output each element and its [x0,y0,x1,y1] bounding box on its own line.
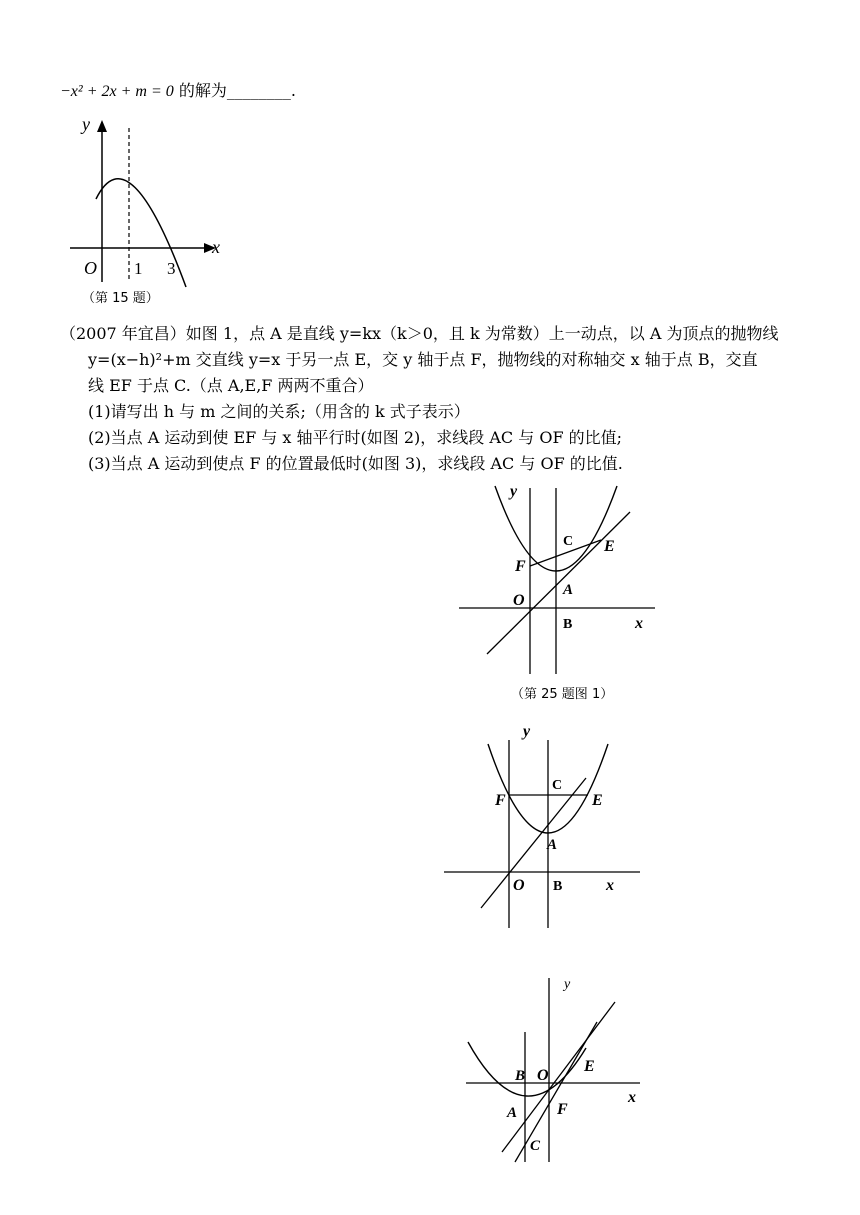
fig3-line-EF [515,1022,597,1162]
q25-intro-line2: y=(x−h)²+m 交直线 y=x 于另一点 E，交 y 轴于点 F，抛物线的对称轴交 x 轴于点 B，交直 [88,350,758,369]
q15-answer-blank: 的解为________. [178,81,296,100]
fig3-label-A: A [507,1105,518,1121]
q25-intro-line1: （2007 年宜昌）如图 1，点 A 是直线 y=kx（k＞0，且 k 为常数）上一动点，以 A 为顶点的抛物线 [60,324,779,343]
fig1-label-F: F [515,558,526,575]
fig3-label-F: F [557,1101,568,1118]
fig2-label-A: A [547,837,558,853]
fig3-parabola [468,1042,586,1096]
q15-question-line [60,78,296,101]
q15-parabola-graph [60,112,240,292]
fig1-label-C: C [563,534,574,549]
fig1-caption: （第 25 题图 1） [511,687,614,702]
q25-figure-3 [460,972,660,1167]
q25-intro-line3: 线 EF 于点 C.（点 A,E,F 两两不重合） [88,376,374,395]
fig1-label-A: A [563,582,574,598]
fig1-label-y: y [510,483,518,500]
fig3-label-B: B [515,1068,526,1084]
fig1-label-x: x [635,615,643,632]
q25-part2: (2)当点 A 运动到使 EF 与 x 轴平行时(如图 2)，求线段 AC 与 OF 的比值; [88,428,623,447]
q15-tick-3: 3 [167,259,176,278]
q15-origin-label: O [84,258,97,278]
q25-part3: (3)当点 A 运动到使点 F 的位置最低时(如图 3)，求线段 AC 与 OF 的比值. [88,454,623,473]
fig1-label-E: E [604,538,615,555]
q25-part1: (1)请写出 h 与 m 之间的关系;（用含的 k 式子表示） [88,402,470,421]
q15-equation: −x² + 2x + m = 0 [60,83,174,100]
q25-figure-1 [455,478,665,678]
fig2-label-F: F [495,792,506,809]
fig2-label-y: y [523,723,531,740]
fig2-label-E: E [592,792,603,809]
q15-x-label: x [212,237,220,257]
q15-y-label: y [82,114,90,134]
fig1-line-y-eq-x [487,512,630,654]
q15-tick-1: 1 [134,259,143,278]
fig2-label-B: B [553,879,563,894]
q25-figure-2 [440,722,650,932]
fig1-label-O: O [513,592,525,609]
fig3-label-x: x [628,1089,636,1106]
fig2-label-x: x [606,877,614,894]
q15-y-arrow [97,120,107,132]
fig1-label-B: B [563,617,573,632]
fig3-label-C: C [530,1138,541,1154]
fig3-label-y: y [564,977,571,992]
fig3-label-E: E [584,1058,595,1075]
q15-caption: （第 15 题） [82,291,159,306]
fig2-label-O: O [513,877,525,894]
fig2-label-C: C [552,778,563,793]
fig3-label-O: O [537,1067,549,1084]
